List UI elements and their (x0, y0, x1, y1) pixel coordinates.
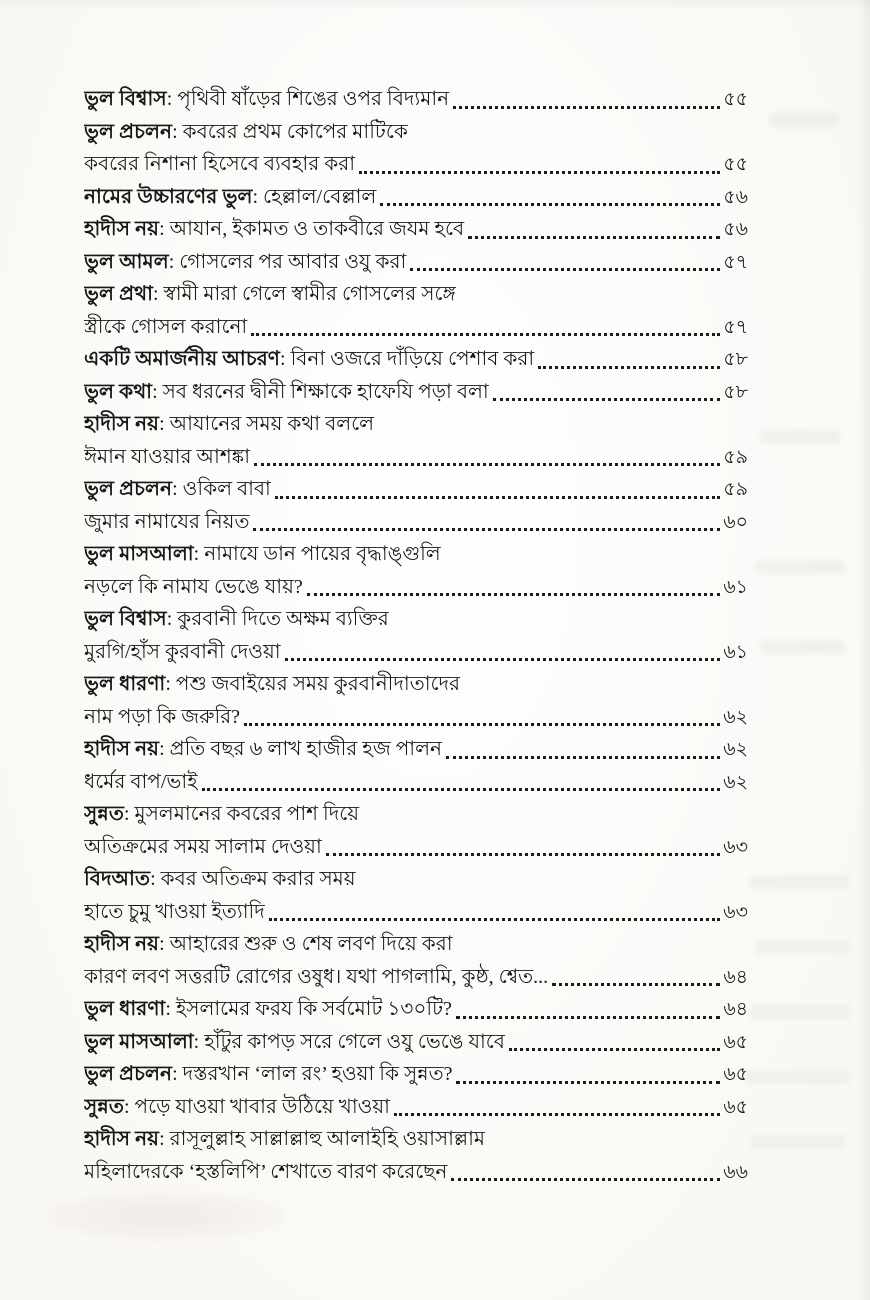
toc-entry (84, 798, 748, 831)
toc-entry (84, 408, 748, 441)
table-of-contents (84, 83, 748, 1188)
toc-entry-text: : কুরবানী দিতে অক্ষম ব্যক্তির (166, 608, 389, 630)
toc-entry-topic: বিদআত (84, 868, 151, 890)
toc-entry-text: : আযানের সময় কথা বললে (159, 413, 375, 435)
scan-bleedthrough (755, 940, 850, 954)
toc-entry-page-number: ৫৫ (723, 154, 748, 175)
toc-entry (84, 896, 748, 929)
toc-entry (84, 148, 748, 181)
toc-entry (84, 1058, 748, 1091)
toc-entry-topic: হাদীস নয় (84, 738, 160, 760)
toc-entry-topic: নামের উচ্চারণের ভুল (84, 185, 253, 208)
dotted-leader (509, 1048, 720, 1051)
toc-entry (84, 831, 748, 864)
toc-entry-text: : কবরের প্রথম কোপের মাটিকে (172, 120, 408, 143)
toc-entry (84, 441, 748, 474)
toc-entry-topic: সুন্নত (84, 803, 124, 825)
toc-entry (84, 766, 748, 799)
toc-entry-text: কারণ লবণ সত্তরটি রোগের ওষুধ। যথা পাগলামি, কুষ্ঠ, শ্বেত... (84, 965, 549, 988)
toc-entry-page-number: ৬৪ (723, 999, 748, 1020)
dotted-leader (244, 723, 720, 726)
scan-smudge (45, 1192, 285, 1240)
toc-entry-text: : পৃথিবী ষাঁড়ের শিঙের ওপর বিদ্যমান (166, 88, 450, 110)
scan-bleedthrough (760, 430, 840, 444)
toc-entry-text: : বিনা ওজরে দাঁড়িয়ে পেশাব করা (280, 348, 535, 370)
dotted-leader (410, 268, 720, 271)
dotted-leader (453, 106, 720, 109)
dotted-leader (202, 788, 721, 791)
toc-entry (84, 603, 748, 636)
toc-entry-text: : স্বামী মারা গেলে স্বামীর গোসলের সঙ্গে (153, 283, 456, 305)
toc-entry-text: : পড়ে যাওয়া খাবার উঠিয়ে খাওয়া (123, 1095, 390, 1118)
toc-entry-topic: সুন্নত (84, 1095, 124, 1118)
toc-entry-text: মুরগি/হাঁস কুরবানী দেওয়া (84, 640, 281, 663)
dotted-leader (456, 1081, 720, 1084)
scan-bleedthrough (760, 640, 845, 654)
toc-entry-text: : আহারের শুরু ও শেষ লবণ দিয়ে করা (159, 933, 453, 955)
toc-entry (84, 376, 748, 409)
toc-entry (84, 1026, 748, 1059)
toc-entry (84, 636, 748, 669)
toc-entry (84, 1156, 748, 1189)
toc-entry-page-number: ৬৫ (723, 1064, 748, 1085)
page-edge-shadow (0, 0, 870, 10)
toc-entry (84, 181, 748, 214)
toc-entry-text: স্ত্রীকে গোসল করানো (84, 315, 248, 338)
toc-entry-topic: ভুল মাসআলা (84, 543, 194, 565)
toc-entry-page-number: ৬৪ (723, 966, 748, 988)
toc-entry-text: : প্রতি বছর ৬ লাখ হাজীর হজ পালন (159, 738, 442, 760)
toc-entry (84, 311, 748, 344)
toc-entry (84, 928, 748, 961)
toc-entry-topic: ভুল ধারণা (84, 998, 166, 1020)
scan-bleedthrough (750, 1135, 845, 1149)
toc-entry-page-number: ৬২ (723, 706, 748, 728)
toc-entry-page-number: ৫৯ (723, 446, 748, 468)
toc-entry (84, 961, 748, 994)
toc-entry-page-number: ৬২ (723, 771, 748, 793)
toc-entry-topic: একটি অমার্জনীয় আচরণ (84, 348, 281, 370)
dotted-leader (456, 1016, 720, 1019)
toc-entry-page-number: ৬১ (723, 576, 748, 598)
dotted-leader (446, 756, 720, 759)
dotted-leader (307, 593, 721, 596)
toc-entry-text: : দস্তরখান ‘লাল রং’ হওয়া কি সুন্নত? (172, 1063, 453, 1085)
toc-entry (84, 863, 748, 896)
toc-entry-page-number: ৬৩ (723, 836, 748, 858)
toc-entry-topic: ভুল বিশ্বাস (84, 88, 167, 110)
toc-entry-topic: ভুল প্রচলন (84, 1063, 173, 1085)
toc-entry (84, 733, 748, 766)
dotted-leader (254, 463, 720, 466)
toc-entry-text: নাম পড়া কি জরুরি? (84, 705, 241, 728)
toc-entry (84, 993, 748, 1026)
toc-entry-topic: ভুল বিশ্বাস (84, 608, 167, 630)
toc-entry-text: মহিলাদেরকে ‘হস্তলিপি’ শেখাতে বারণ করেছেন (84, 1160, 448, 1183)
toc-entry-page-number: ৬৩ (723, 901, 748, 923)
toc-entry-topic: হাদীস নয় (84, 1128, 160, 1150)
page-edge-shadow (858, 0, 870, 1300)
toc-entry (84, 506, 748, 539)
toc-entry-text: জুমার নামাযের নিয়ত (84, 510, 250, 533)
dotted-leader (253, 528, 720, 531)
scan-bleedthrough (770, 112, 840, 128)
toc-entry-text: : ওকিল বাবা (172, 478, 271, 500)
toc-entry-text: অতিক্রমের সময় সালাম দেওয়া (84, 835, 322, 858)
scan-bleedthrough (745, 1070, 850, 1084)
toc-entry (84, 668, 748, 701)
toc-entry-topic: ভুল প্রথা (84, 283, 153, 305)
dotted-leader (538, 366, 720, 369)
toc-entry (84, 278, 748, 311)
toc-entry-page-number: ৫৮ (723, 349, 748, 370)
toc-entry-text: : কবর অতিক্রম করার সময় (150, 868, 356, 890)
toc-entry-topic: ভুল প্রচলন (84, 478, 173, 500)
toc-entry (84, 1123, 748, 1156)
toc-entry-page-number: ৬১ (723, 641, 748, 663)
toc-entry-topic: হাদীস নয় (84, 933, 160, 955)
toc-entry (84, 701, 748, 734)
dotted-leader (394, 1113, 720, 1116)
toc-entry-page-number: ৫৫ (723, 89, 748, 110)
dotted-leader (275, 496, 720, 499)
toc-entry-text: : আযান, ইকামত ও তাকবীরে জযম হবে (159, 218, 465, 240)
toc-entry-text: হাতে চুমু খাওয়া ইত্যাদি (84, 900, 265, 923)
toc-entry-page-number: ৫৬ (723, 219, 748, 240)
dotted-leader (451, 1178, 720, 1181)
toc-entry (84, 571, 748, 604)
toc-entry-page-number: ৫৬ (723, 186, 748, 208)
toc-entry-page-number: ৬২ (723, 739, 748, 760)
toc-entry-text: ধর্মের বাপ/ভাই (84, 770, 198, 793)
toc-entry-text: : হেল্লাল/বেল্লাল (252, 185, 377, 208)
dotted-leader (493, 398, 721, 401)
toc-entry-text: কবরের নিশানা হিসেবে ব্যবহার করা (84, 153, 356, 175)
toc-entry-page-number: ৬৫ (723, 1096, 748, 1118)
dotted-leader (326, 853, 721, 856)
toc-entry-topic: ভুল কথা (84, 380, 153, 403)
dotted-leader (552, 983, 720, 986)
dotted-leader (468, 236, 720, 239)
toc-entry-text: : মুসলমানের কবরের পাশ দিয়ে (123, 803, 360, 825)
toc-entry-page-number: ৫৭ (723, 251, 748, 273)
toc-entry-text: নড়লে কি নামায ভেঙে যায়? (84, 575, 303, 598)
toc-entry-text: : নামাযে ডান পায়ের বৃদ্ধাঙ্গুলি (193, 543, 441, 565)
toc-entry (84, 473, 748, 506)
toc-entry-topic: ভুল ধারণা (84, 673, 166, 695)
toc-entry-page-number: ৫৮ (723, 381, 748, 403)
toc-entry-topic: হাদীস নয় (84, 218, 160, 240)
scan-bleedthrough (755, 560, 845, 574)
toc-entry-page-number: ৬৫ (723, 1031, 748, 1053)
toc-entry (84, 538, 748, 571)
toc-entry-topic: ভুল মাসআলা (84, 1030, 194, 1053)
toc-entry-text: ঈমান যাওয়ার আশঙ্কা (84, 445, 250, 468)
toc-entry-topic: ভুল আমল (84, 250, 169, 273)
dotted-leader (380, 203, 720, 206)
toc-entry-topic: ভুল প্রচলন (84, 120, 173, 143)
dotted-leader (359, 171, 720, 174)
toc-entry (84, 213, 748, 246)
toc-entry-page-number: ৫৭ (723, 316, 748, 338)
toc-entry-topic: হাদীস নয় (84, 413, 160, 435)
scan-bleedthrough (750, 1005, 850, 1019)
toc-entry (84, 1091, 748, 1124)
toc-entry (84, 116, 748, 149)
toc-entry (84, 246, 748, 279)
toc-entry (84, 343, 748, 376)
toc-entry-text: : সব ধরনের দ্বীনী শিক্ষাকে হাফেযি পড়া বলা (152, 380, 489, 403)
toc-entry-page-number: ৫৯ (723, 479, 748, 500)
toc-entry-text: : হাঁটুর কাপড় সরে গেলে ওযু ভেঙে যাবে (193, 1030, 505, 1053)
dotted-leader (285, 658, 721, 661)
dotted-leader (269, 918, 721, 921)
dotted-leader (251, 333, 720, 336)
toc-entry-text: : রাসূলুল্লাহ সাল্লাল্লাহু আলাইহি ওয়াসাল্লাম (159, 1128, 486, 1150)
toc-entry (84, 83, 748, 116)
toc-entry-page-number: ৬০ (723, 511, 748, 533)
toc-entry-text: : গোসলের পর আবার ওযু করা (168, 250, 407, 273)
toc-entry-page-number: ৬৬ (723, 1161, 748, 1183)
toc-entry-text: : পশু জবাইয়ের সময় কুরবানীদাতাদের (165, 673, 461, 695)
scan-bleedthrough (750, 875, 850, 889)
toc-entry-text: : ইসলামের ফরয কি সর্বমোট ১৩০টি? (165, 998, 452, 1020)
